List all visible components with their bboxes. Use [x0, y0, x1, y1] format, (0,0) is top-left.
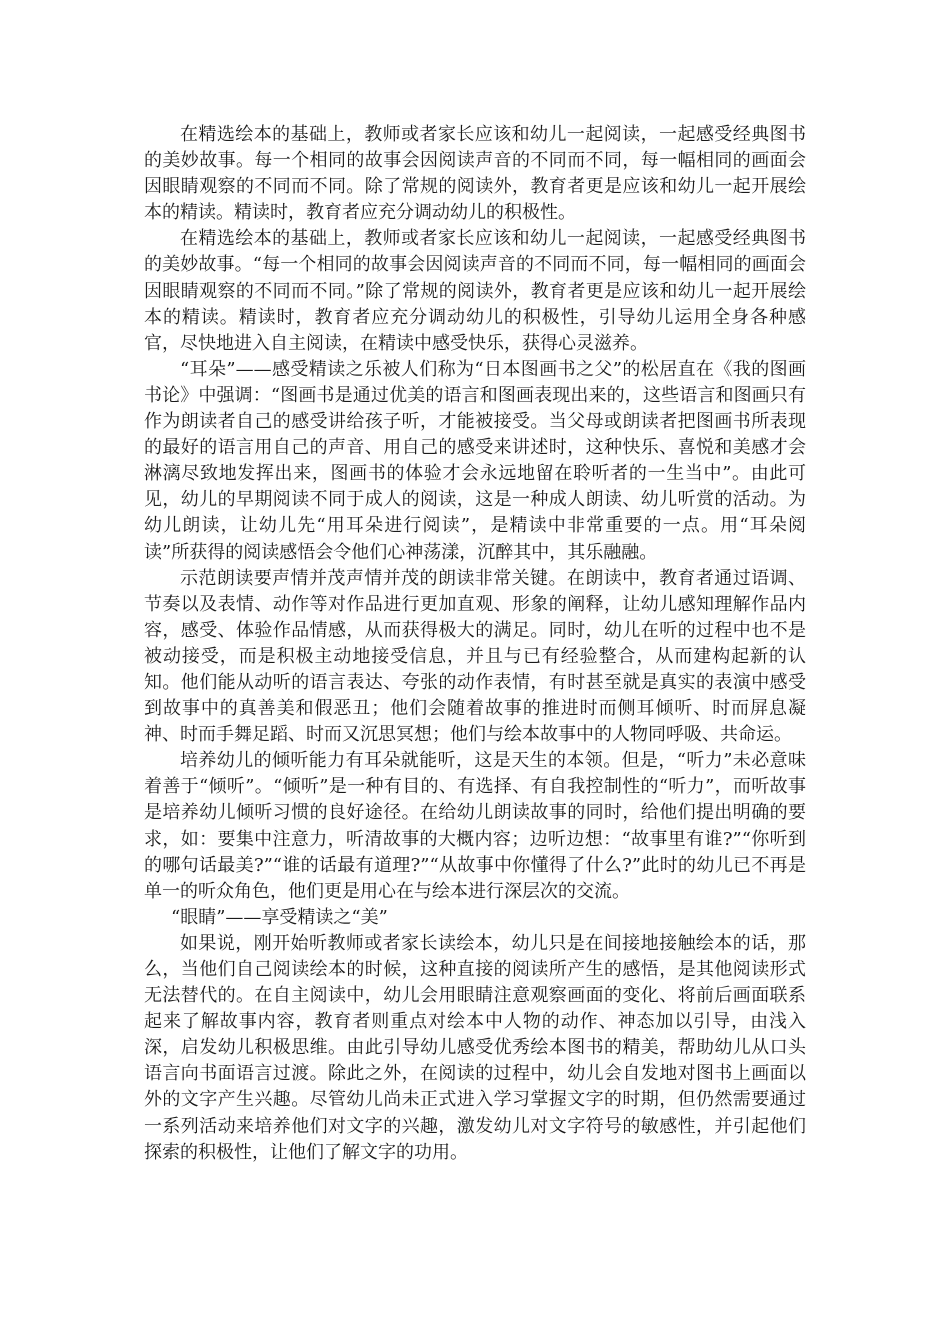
paragraph-intro-quoted: 在精选绘本的基础上，教师或者家长应该和幼儿一起阅读，一起感受经典图书的美妙故事。“每一个相同的故事会因阅读声音的不同而不同，每一幅相同的画面会因眼睛观察的不同而不同。”除了常规的阅读外，教育者更是应该和幼儿一起开展绘本的精读。精读时，教育者应充分调动幼儿的积极性，引导幼儿运用全身各种感官，尽快地进入自主阅读，在精读中感受快乐，获得心灵滋养。	[144, 228, 806, 354]
document-page	[144, 122, 806, 1166]
paragraph-listening: 培养幼儿的倾听能力有耳朵就能听，这是天生的本领。但是，“听力”未必意味着善于“倾听”。“倾听”是一种有目的、有选择、有自我控制性的“听力”，而听故事是培养幼儿倾听习惯的良好途径。在给幼儿朗读故事的同时，给他们提出明确的要求，如：要集中注意力，听清故事的大概内容；边听边想：“故事里有谁?”“你听到的哪句话最美?”“谁的话最有道理?”“从故事中你懂得了什么?”此时的幼儿已不再是单一的听众角色，他们更是用心在与绘本进行深层次的交流。	[144, 750, 806, 902]
paragraph-intro: 在精选绘本的基础上，教师或者家长应该和幼儿一起阅读，一起感受经典图书的美妙故事。每一个相同的故事会因阅读声音的不同而不同，每一幅相同的画面会因眼睛观察的不同而不同。除了常规的阅读外，教育者更是应该和幼儿一起开展绘本的精读。精读时，教育者应充分调动幼儿的积极性。	[144, 124, 806, 224]
section-heading-eyes: “眼睛”——享受精读之“美”	[171, 906, 388, 928]
paragraph-demo-reading: 示范朗读要声情并茂声情并茂的朗读非常关键。在朗读中，教育者通过语调、节奏以及表情、动作等对作品进行更加直观、形象的阐释，让幼儿感知理解作品内容，感受、体验作品情感，从而获得极大的满足。同时，幼儿在听的过程中也不是被动接受，而是积极主动地接受信息，并且与已有经验整合，从而建构起新的认知。他们能从动听的语言表达、夸张的动作表情，有时甚至就是真实的表演中感受到故事中的真善美和假恶丑；他们会随着故事的推进时而侧耳倾听、时而屏息凝神、时而手舞足蹈、时而又沉思冥想；他们与绘本故事中的人物同呼吸、共命运。	[144, 567, 806, 746]
paragraph-ears: “耳朵”——感受精读之乐被人们称为“日本图画书之父”的松居直在《我的图画书论》中强调：“图画书是通过优美的语言和图画表现出来的，这些语言和图画只有作为朗读者自己的感受讲给孩子听，才能被接受。当父母或朗读者把图画书所表现的最好的语言用自己的声音、用自己的感受来讲述时，这种快乐、喜悦和美感才会淋漓尽致地发挥出来，图画书的体验才会永远地留在聆听者的一生当中”。由此可见，幼儿的早期阅读不同于成人的阅读，这是一种成人朗读、幼儿听赏的活动。为幼儿朗读，让幼儿先“用耳朵进行阅读”，是精读中非常重要的一点。用“耳朵阅读”所获得的阅读感悟会令他们心神荡漾，沉醉其中，其乐融融。	[144, 358, 806, 563]
paragraph-eyes: 如果说，刚开始听教师或者家长读绘本，幼儿只是在间接地接触绘本的话，那么，当他们自己阅读绘本的时候，这种直接的阅读所产生的感悟，是其他阅读形式无法替代的。在自主阅读中，幼儿会用眼睛注意观察画面的变化、将前后画面联系起来了解故事内容，教育者则重点对绘本中人物的动作、神态加以引导，由浅入深，启发幼儿积极思维。由此引导幼儿感受优秀绘本图书的精美，帮助幼儿从口头语言向书面语言过渡。除此之外，在阅读的过程中，幼儿会自发地对图书上画面以外的文字产生兴趣。尽管幼儿尚未正式进入学习掌握文字的时期，但仍然需要通过一系列活动来培养他们对文字的兴趣，激发幼儿对文字符号的敏感性，并引起他们探索的积极性，让他们了解文字的功用。	[144, 932, 806, 1163]
